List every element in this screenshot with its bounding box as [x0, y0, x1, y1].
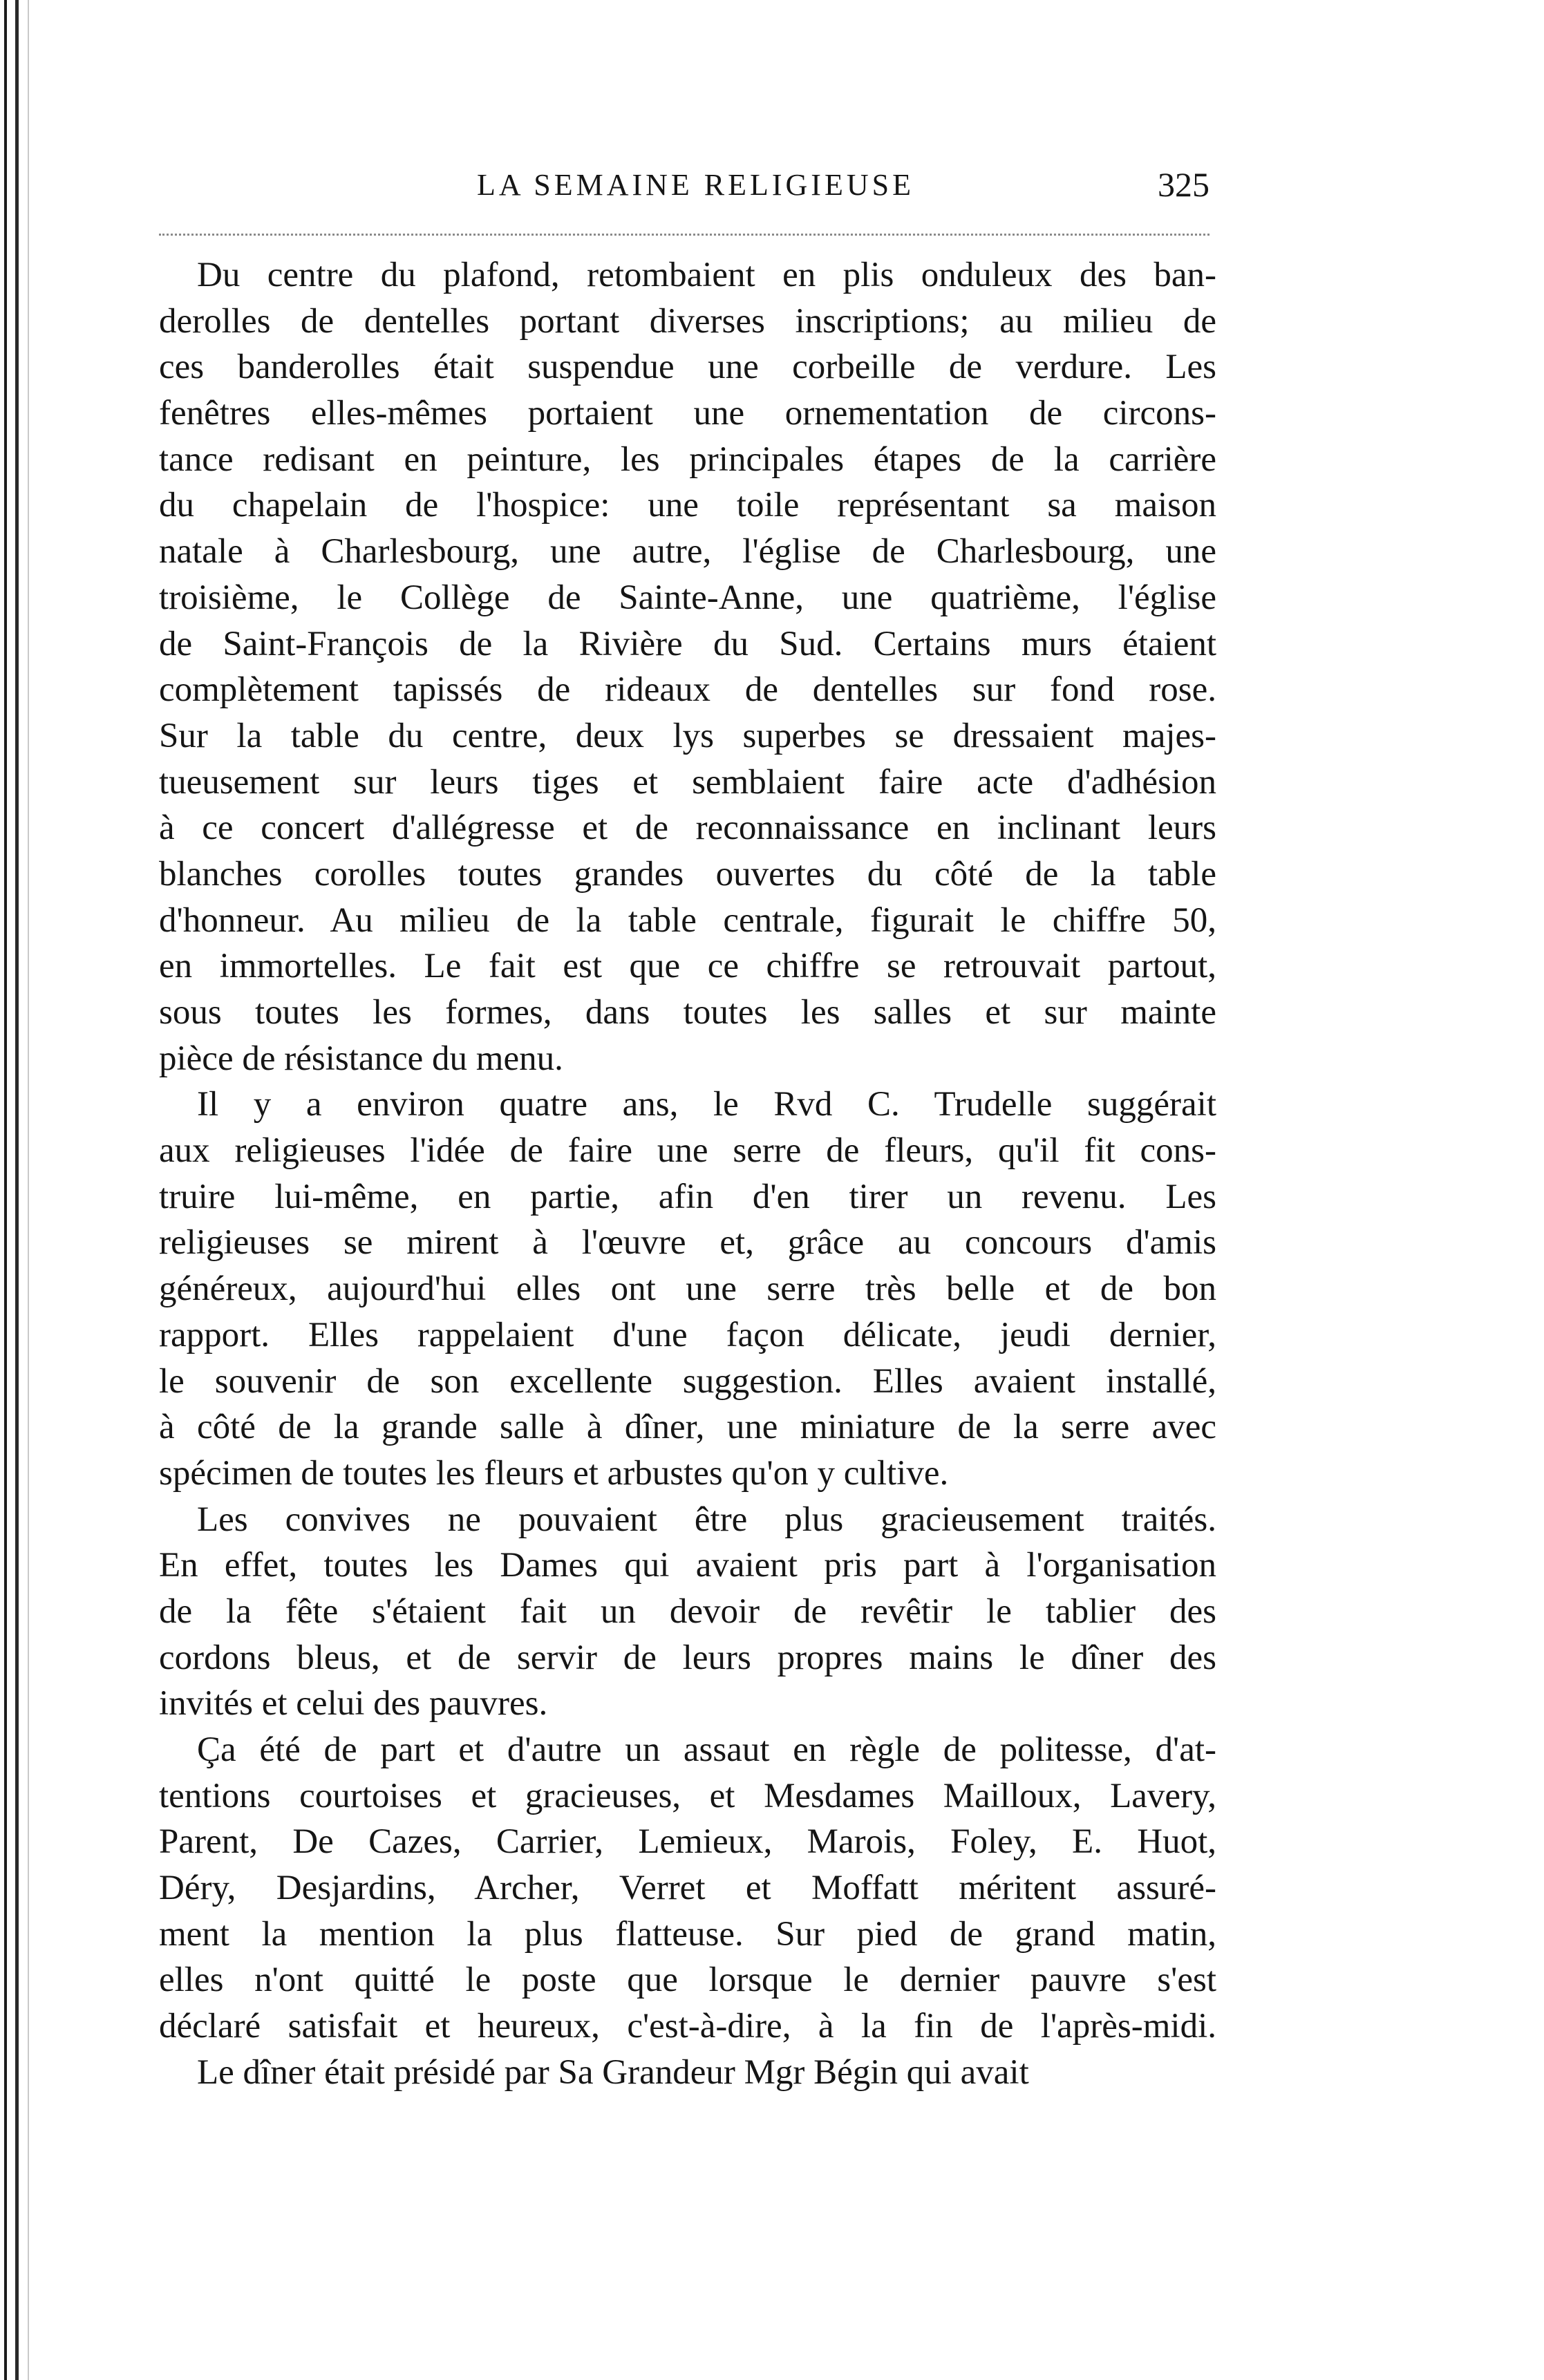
page-number: 325	[1158, 165, 1209, 204]
text-line: natale à Charlesbourg, une autre, l'église de Charlesbourg, une	[159, 532, 1216, 572]
text-line: rapport. Elles rappelaient d'une façon délicate, jeudi dernier,	[159, 1315, 1216, 1354]
text-line: fenêtres elles-mêmes portaient une ornementation de circons-	[159, 394, 1216, 433]
binding-line	[4, 0, 7, 2380]
text-line: Ça été de part et d'autre un assaut en règle de politesse, d'at-	[197, 1730, 1216, 1769]
binding-line	[28, 0, 29, 2380]
text-line: Parent, De Cazes, Carrier, Lemieux, Marois, Foley, E. Huot,	[159, 1822, 1216, 1862]
text-line: déclaré satisfait et heureux, c'est-à-dire, à la fin de l'après-midi.	[159, 2007, 1216, 2046]
text-line: tance redisant en peinture, les principales étapes de la carrière	[159, 440, 1216, 479]
text-line: à côté de la grande salle à dîner, une miniature de la serre avec	[159, 1408, 1216, 1447]
text-line: de Saint-François de la Rivière du Sud. Certains murs étaient	[159, 624, 1216, 663]
text-line: troisième, le Collège de Sainte-Anne, une quatrième, l'église	[159, 578, 1216, 617]
text-line: invités et celui des pauvres.	[159, 1684, 548, 1723]
page-header	[159, 160, 1209, 216]
header-rule	[159, 234, 1209, 236]
binding-line	[15, 0, 19, 2380]
text-line: généreux, aujourd'hui elles ont une serre très belle et de bon	[159, 1269, 1216, 1309]
text-line: spécimen de toutes les fleurs et arbustes qu'on y cultive.	[159, 1453, 949, 1493]
text-line: en immortelles. Le fait est que ce chiffre se retrouvait partout,	[159, 947, 1216, 986]
book-binding-edge	[0, 0, 76, 2380]
text-line: Les convives ne pouvaient être plus gracieusement traités.	[197, 1500, 1216, 1539]
text-line: elles n'ont quitté le poste que lorsque le dernier pauvre s'est	[159, 1961, 1216, 2000]
text-line: tueusement sur leurs tiges et semblaient faire acte d'adhésion	[159, 762, 1216, 802]
text-line: Il y a environ quatre ans, le Rvd C. Trudelle suggérait	[197, 1085, 1216, 1124]
text-line: pièce de résistance du menu.	[159, 1039, 563, 1078]
text-line: derolles de dentelles portant diverses inscriptions; au milieu de	[159, 301, 1216, 341]
text-line: aux religieuses l'idée de faire une serre de fleurs, qu'il fit cons-	[159, 1131, 1216, 1171]
text-line: En effet, toutes les Dames qui avaient pris part à l'organisation	[159, 1546, 1216, 1585]
text-line: complètement tapissés de rideaux de dentelles sur fond rose.	[159, 670, 1216, 710]
text-line: blanches corolles toutes grandes ouvertes du côté de la table	[159, 854, 1216, 894]
text-line: du chapelain de l'hospice: une toile représentant sa maison	[159, 486, 1216, 525]
article-body	[159, 252, 1216, 2096]
text-line: de la fête s'étaient fait un devoir de revêtir le tablier des	[159, 1592, 1216, 1631]
text-line: Du centre du plafond, retombaient en plis onduleux des ban-	[197, 256, 1216, 294]
text-line: d'honneur. Au milieu de la table centrale, figurait le chiffre 50,	[159, 900, 1216, 940]
text-line: sous toutes les formes, dans toutes les salles et sur mainte	[159, 993, 1216, 1032]
text-line: tentions courtoises et gracieuses, et Mesdames Mailloux, Lavery,	[159, 1776, 1216, 1815]
text-line: Le dîner était présidé par Sa Grandeur Mgr Bégin qui avait	[197, 2052, 1029, 2092]
text-line: à ce concert d'allégresse et de reconnaissance en inclinant leurs	[159, 809, 1216, 848]
text-line: le souvenir de son excellente suggestion. Elles avaient installé,	[159, 1361, 1216, 1401]
text-line: Déry, Desjardins, Archer, Verret et Moffatt méritent assuré-	[159, 1869, 1216, 1908]
text-line: religieuses se mirent à l'œuvre et, grâce au concours d'amis	[159, 1223, 1216, 1263]
text-line: Sur la table du centre, deux lys superbes se dressaient majes-	[159, 716, 1216, 755]
text-line: cordons bleus, et de servir de leurs propres mains le dîner des	[159, 1638, 1216, 1677]
text-line: ces banderolles était suspendue une corbeille de verdure. Les	[159, 348, 1216, 387]
text-line: truire lui-même, en partie, afin d'en tirer un revenu. Les	[159, 1177, 1216, 1216]
running-title: LA SEMAINE RELIGIEUSE	[477, 168, 914, 202]
text-line: ment la mention la plus flatteuse. Sur pied de grand matin,	[159, 1914, 1216, 1954]
